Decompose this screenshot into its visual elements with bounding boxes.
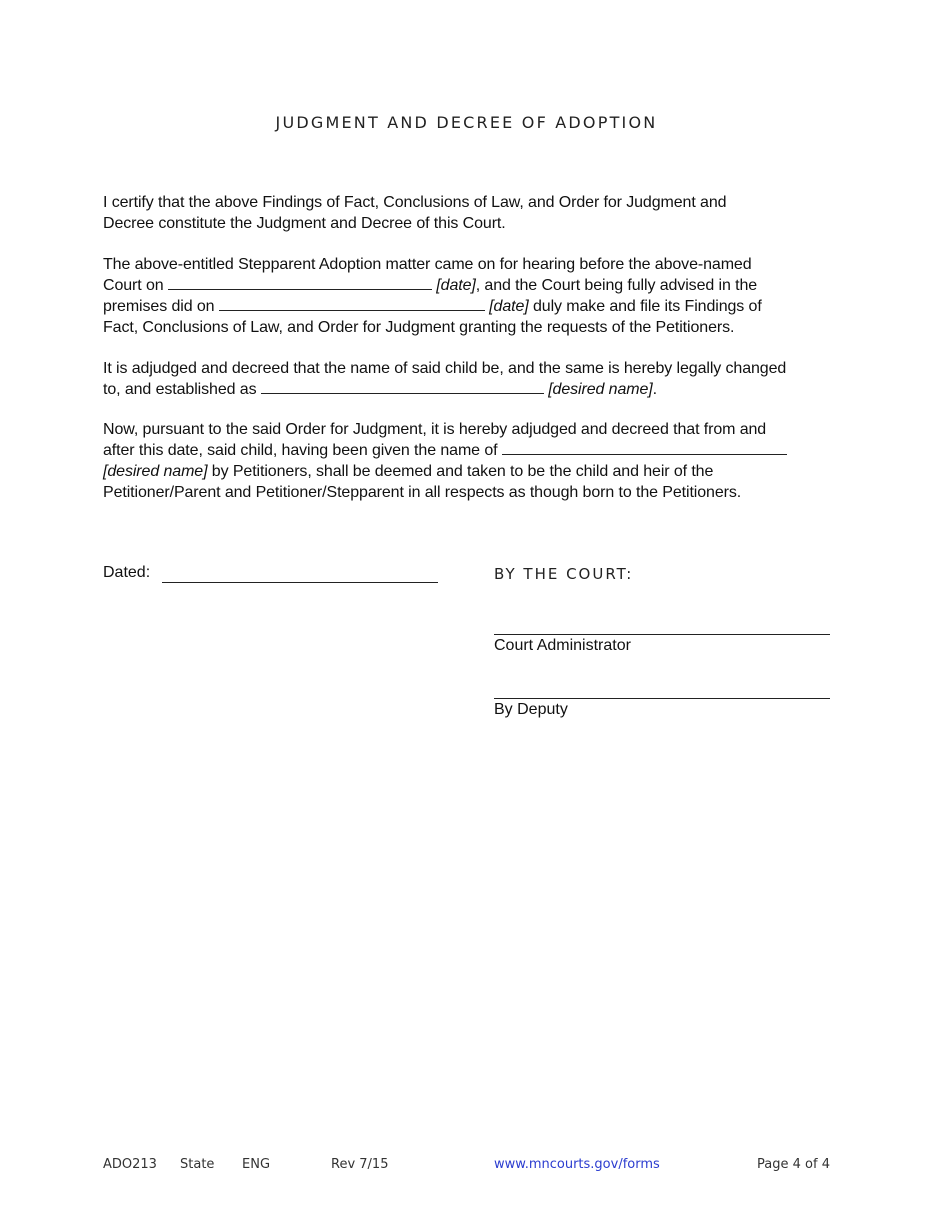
para1-line1: I certify that the above Findings of Fact, Conclusions of Law, and Order for Judgment and	[103, 194, 727, 211]
dated-label: Dated:	[103, 564, 151, 581]
heir-paragraph	[103, 419, 830, 503]
by-deputy-label: By Deputy	[494, 701, 568, 718]
para4-given-name-text: after this date, said child, having been given the name of	[103, 442, 498, 459]
para2-line3	[103, 296, 830, 317]
para2-court-on-text: Court on	[103, 277, 164, 294]
para3-period: .	[652, 381, 657, 398]
name-change-paragraph	[103, 358, 830, 400]
footer-page-number: Page 4 of 4	[757, 1157, 830, 1172]
given-name-blank[interactable]	[502, 440, 787, 455]
filing-date-blank[interactable]	[219, 296, 485, 311]
para1-line2: Decree constitute the Judgment and Decree of this Court.	[103, 215, 506, 232]
court-administrator-label: Court Administrator	[494, 637, 631, 654]
footer-jurisdiction: State	[180, 1157, 215, 1172]
para3-line2	[103, 379, 830, 400]
deputy-signature-line[interactable]	[494, 698, 830, 699]
para4-line1: Now, pursuant to the said Order for Judgment, it is hereby adjudged and decreed that from and	[103, 421, 767, 438]
date-placeholder: [date]	[436, 277, 476, 294]
hearing-date-blank[interactable]	[168, 275, 432, 290]
desired-name-placeholder: [desired name]	[548, 381, 653, 398]
para2-line2	[103, 275, 830, 296]
para4-line2	[103, 440, 830, 461]
document-title: JUDGMENT AND DECREE OF ADOPTION	[275, 113, 658, 132]
hearing-paragraph	[103, 254, 830, 338]
footer-forms-link[interactable]: www.mncourts.gov/forms	[494, 1157, 660, 1172]
desired-name-blank[interactable]	[261, 379, 544, 394]
para2-line1: The above-entitled Stepparent Adoption matter came on for hearing before the above-named	[103, 256, 752, 273]
para3-established-text: to, and established as	[103, 381, 257, 398]
para2-file-text: duly make and file its Findings of	[532, 298, 762, 315]
document-page	[103, 0, 830, 1230]
para4-line4: Petitioner/Parent and Petitioner/Stepparent in all respects as though born to the Petitioners.	[103, 484, 742, 501]
para3-line1: It is adjudged and decreed that the name of said child be, and the same is hereby legally changed	[103, 360, 787, 377]
para2-line4: Fact, Conclusions of Law, and Order for Judgment granting the requests of the Petitioners.	[103, 319, 735, 336]
date-placeholder-2: [date]	[489, 298, 529, 315]
footer-form-id: ADO213	[103, 1157, 157, 1172]
para4-line3	[103, 461, 830, 482]
footer-language: ENG	[242, 1157, 271, 1172]
desired-name-placeholder-2: [desired name]	[103, 463, 208, 480]
certification-paragraph	[103, 192, 830, 234]
court-administrator-signature-line[interactable]	[494, 634, 830, 635]
dated-signature-line[interactable]	[162, 582, 438, 583]
by-the-court-label: BY THE COURT:	[494, 565, 634, 583]
para2-advised-text: , and the Court being fully advised in the	[475, 277, 758, 294]
footer-revision: Rev 7/15	[331, 1157, 389, 1172]
para2-premises-text: premises did on	[103, 298, 215, 315]
para4-petitioners-text: by Petitioners, shall be deemed and taken to be the child and heir of the	[211, 463, 714, 480]
